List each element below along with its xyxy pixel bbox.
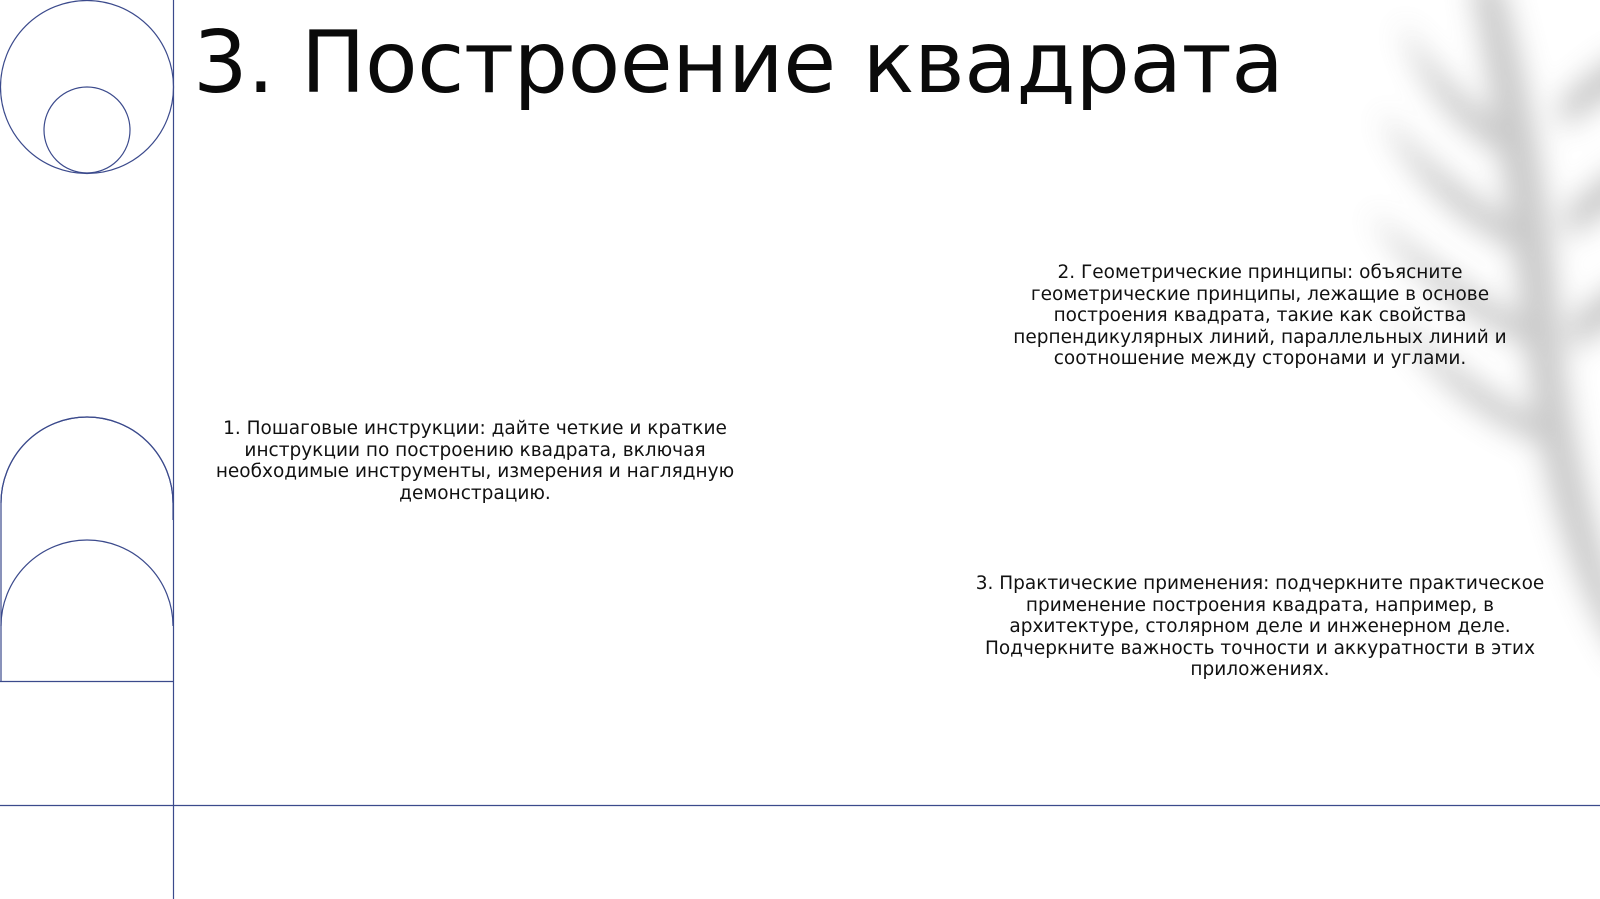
upper-arch [1,417,173,520]
point-practical-applications: 3. Практические применения: подчеркните практическое применение построения квадрата, например, в архитектуре, столярном деле и инженерном деле. Подчеркните важность точности и аккуратности в этих приложениях. [975,573,1545,680]
point-step-by-step-instructions: 1. Пошаговые инструкции: дайте четкие и краткие инструкции по построению квадрата, включая необходимые инструменты, измерения и наглядную демонстрацию. [215,418,735,504]
lower-arch-curve [1,540,173,626]
upper-arch-curve [1,417,173,503]
slide-title: 3. Построение квадрата [193,13,1284,113]
top-small-circle [44,87,130,173]
point-geometric-principles: 2. Геометрические принципы: объясните геометрические принципы, лежащие в основе построения квадрата, такие как свойства перпендикулярных линий, параллельных линий и соотношение между сторонами и углами. [1013,262,1507,369]
